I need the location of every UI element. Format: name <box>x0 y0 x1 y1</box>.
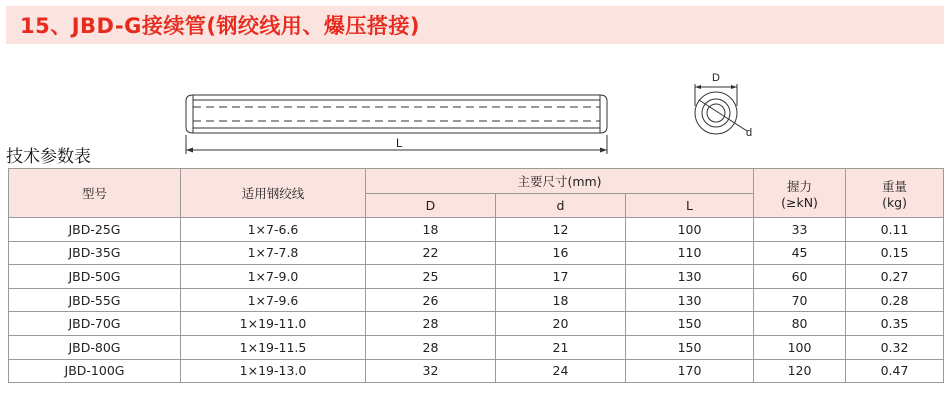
cell-d: 16 <box>496 241 626 265</box>
cell-strand: 1×7-6.6 <box>181 218 366 242</box>
cell-weight: 0.47 <box>846 359 944 383</box>
cell-model: JBD-55G <box>9 288 181 312</box>
header-L: L <box>626 194 754 218</box>
spec-table <box>8 168 944 383</box>
cell-grip: 60 <box>754 265 846 289</box>
header-dimensions: 主要尺寸(mm) <box>366 169 754 194</box>
sleeve-technical-drawing <box>0 50 950 160</box>
cell-grip: 120 <box>754 359 846 383</box>
header-grip-line1: 握力 <box>787 178 813 194</box>
table-row <box>9 359 944 383</box>
cell-strand: 1×19-11.0 <box>181 312 366 336</box>
cell-weight: 0.15 <box>846 241 944 265</box>
cell-D: 26 <box>366 288 496 312</box>
cell-L: 150 <box>626 335 754 359</box>
cell-strand: 1×19-11.5 <box>181 335 366 359</box>
title-bar <box>6 6 944 44</box>
section-title: 技术参数表 <box>6 147 91 167</box>
cell-weight: 0.32 <box>846 335 944 359</box>
cell-d: 18 <box>496 288 626 312</box>
cell-weight: 0.35 <box>846 312 944 336</box>
cell-model: JBD-80G <box>9 335 181 359</box>
cell-L: 130 <box>626 265 754 289</box>
cell-D: 18 <box>366 218 496 242</box>
table-row <box>9 265 944 289</box>
table-row <box>9 218 944 242</box>
cell-grip: 80 <box>754 312 846 336</box>
table-row <box>9 288 944 312</box>
cell-model: JBD-100G <box>9 359 181 383</box>
inner-diameter-label: d <box>746 127 753 139</box>
cell-D: 22 <box>366 241 496 265</box>
cell-grip: 33 <box>754 218 846 242</box>
cell-D: 28 <box>366 335 496 359</box>
cell-L: 150 <box>626 312 754 336</box>
inner-diameter-leader <box>699 100 747 131</box>
cell-d: 21 <box>496 335 626 359</box>
cell-model: JBD-25G <box>9 218 181 242</box>
header-weight <box>846 169 944 218</box>
cell-weight: 0.11 <box>846 218 944 242</box>
cell-D: 25 <box>366 265 496 289</box>
cell-strand: 1×7-9.6 <box>181 288 366 312</box>
cell-grip: 45 <box>754 241 846 265</box>
cell-L: 110 <box>626 241 754 265</box>
cell-model: JBD-50G <box>9 265 181 289</box>
cell-D: 28 <box>366 312 496 336</box>
cell-model: JBD-70G <box>9 312 181 336</box>
cell-d: 24 <box>496 359 626 383</box>
header-strand: 适用钢绞线 <box>181 169 366 218</box>
table-row <box>9 335 944 359</box>
header-model: 型号 <box>9 169 181 218</box>
header-grip-line2: (≥kN) <box>781 194 818 210</box>
cell-L: 170 <box>626 359 754 383</box>
cell-d: 12 <box>496 218 626 242</box>
end-view-outer-circle <box>695 92 737 134</box>
cell-model: JBD-35G <box>9 241 181 265</box>
cell-D: 32 <box>366 359 496 383</box>
table-row <box>9 241 944 265</box>
header-d: d <box>496 194 626 218</box>
cell-weight: 0.27 <box>846 265 944 289</box>
table-row <box>9 312 944 336</box>
cell-d: 20 <box>496 312 626 336</box>
cell-strand: 1×7-9.0 <box>181 265 366 289</box>
sleeve-side-outline <box>186 95 607 133</box>
header-weight-line1: 重量 <box>882 178 908 194</box>
cell-L: 100 <box>626 218 754 242</box>
header-weight-line2: (kg) <box>882 194 907 210</box>
cell-d: 17 <box>496 265 626 289</box>
outer-diameter-label: D <box>712 72 720 84</box>
cell-L: 130 <box>626 288 754 312</box>
length-label: L <box>396 136 403 150</box>
cell-strand: 1×19-13.0 <box>181 359 366 383</box>
cell-weight: 0.28 <box>846 288 944 312</box>
page-title: 15、JBD-G接续管(钢绞线用、爆压搭接) <box>20 14 421 38</box>
cell-grip: 100 <box>754 335 846 359</box>
header-D: D <box>366 194 496 218</box>
header-grip <box>754 169 846 218</box>
cell-grip: 70 <box>754 288 846 312</box>
cell-strand: 1×7-7.8 <box>181 241 366 265</box>
